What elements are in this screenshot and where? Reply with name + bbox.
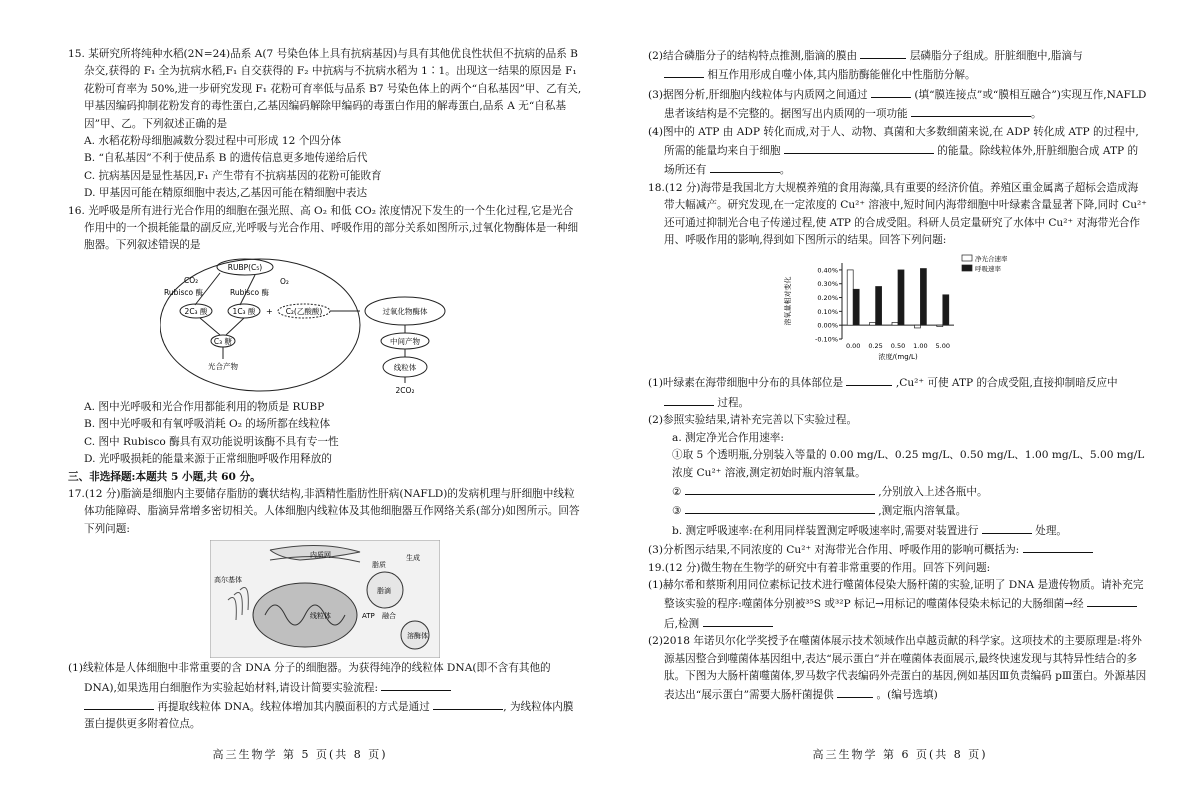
- q19-part1-b: 后,检测: [664, 617, 700, 630]
- answer-blank[interactable]: [1023, 540, 1093, 553]
- y-axis-label: 溶氧量相对变化: [784, 276, 792, 326]
- answer-blank[interactable]: [871, 85, 911, 98]
- answer-blank[interactable]: [710, 160, 780, 173]
- answer-blank[interactable]: [846, 373, 892, 386]
- q17-part2: [648, 46, 1148, 85]
- q17-part4-a: (4)图中的 ATP 由 ADP 转化而成,对于人、动物、真菌和大多数细菌来说,在 ADP 转化成 ATP 的过程中,所需的能量均来自于细胞: [648, 125, 1139, 158]
- q17-part2-c: 相互作用形成自噬小体,其内脂肪酶能催化中性脂肪分解。: [707, 69, 976, 82]
- intermediate-label: 中间产物: [390, 336, 420, 346]
- plus-sign: +: [266, 306, 273, 316]
- golgi-label: 高尔基体: [214, 576, 242, 585]
- q19-stem: 19.(12 分)微生物在生物学的研究中有着非常重要的作用。回答下列问题:: [648, 561, 991, 574]
- x-tick-label: 1.00: [913, 342, 928, 351]
- q17-part4-b: 的能量。除线粒体外,肝脏细胞合成 ATP 的场所还有: [664, 145, 1139, 177]
- q18-part1-c: 过程。: [717, 396, 750, 409]
- bar: [937, 326, 943, 327]
- answer-blank[interactable]: [664, 393, 714, 406]
- bar: [853, 290, 859, 326]
- legend-swatch: [962, 255, 972, 261]
- bar: [870, 323, 876, 326]
- bar: [847, 270, 853, 325]
- c3-acid-2-label: 2C₃ 酸: [184, 306, 208, 316]
- organelle-network-diagram: [210, 540, 440, 658]
- y-tick-label: 0.30%: [817, 280, 838, 289]
- q19-part2: [648, 633, 1148, 705]
- q16-option-c: C. 图中 Rubisco 酶具有双功能说明该酶不具有专一性: [84, 435, 339, 448]
- q17-part3-a: (3)据图分析,肝细胞内线粒体与内质网之间通过: [648, 88, 868, 101]
- answer-blank[interactable]: [84, 697, 154, 710]
- co2-output-label: 2CO₂: [395, 385, 415, 395]
- q15-option-b: B. “自私基因”不利于使品系 B 的遗传信息更多地传递给后代: [84, 152, 368, 165]
- q18-part1-b: ,Cu²⁺ 可使 ATP 的合成受阻,直接抑制暗反应中: [895, 377, 1118, 390]
- q16-option-d: D. 光呼吸损耗的能量来源于正常细胞呼吸作用释放的: [84, 453, 332, 466]
- lipid-degrade-label: 脂质: [372, 561, 386, 570]
- q18-step-3-a: ③: [672, 505, 682, 518]
- x-tick-label: 0.00: [845, 342, 861, 351]
- legend-swatch: [962, 265, 972, 271]
- mitochondrion-label-17: 线粒体: [310, 612, 331, 621]
- q18-step-2: [648, 482, 1148, 501]
- answer-blank[interactable]: [1087, 594, 1137, 607]
- q15-stem: 15. 某研究所将纯种水稻(2N=24)品系 A(7 号染色体上具有抗病基因)与具有其他优良性状但不抗病的品系 B 杂交,获得的 F₁ 全为抗病水稻,F₁ 自交获得的 F₂ 中抗病与不抗病水稻为 1∶1。出现这一结果的原因是 F₁ 花粉可育率为 50%,进一步研究发现 F₁ 花粉可育率低与品系 B7 号染色体上的两个“自私基因”甲、乙有关,甲基因编码抑制花粉发育的毒性蛋白,乙基因编码解除甲编码的毒蛋白作用的解毒蛋白,品系 A 无“自私基因”甲、乙。下列叙述正确的是: [68, 48, 582, 130]
- bar: [914, 326, 920, 329]
- answer-blank[interactable]: [685, 501, 875, 514]
- bar: [876, 287, 882, 326]
- y-tick-label: 0.00%: [817, 322, 838, 331]
- atp-label: ATP: [362, 612, 375, 621]
- photorespiration-diagram: [160, 257, 490, 397]
- lipid-droplet-label: 脂滴: [377, 587, 391, 596]
- section-3-heading: 三、非选择题:本题共 5 小题,共 60 分。: [68, 470, 261, 483]
- answer-blank[interactable]: [860, 46, 906, 59]
- rubisco-label-1: Rubisco 酶: [164, 287, 203, 297]
- q19-part2-end: 。(编号选填): [876, 689, 938, 702]
- lysosome-label: 溶酶体: [407, 632, 428, 641]
- q18-part2-a: a. 测定净光合作用速率:: [672, 431, 784, 444]
- y-tick-label: 0.40%: [817, 266, 838, 275]
- page-6: [600, 0, 1200, 797]
- co2-label: CO₂: [184, 275, 199, 285]
- bar: [943, 295, 949, 325]
- peroxisome-label: 过氧化物酶体: [382, 306, 428, 316]
- q19-part2-text: (2)2018 年诺贝尔化学奖授予在噬菌体展示技术领域作出卓越贡献的科学家。这项技术的主要原理是:将外源基因整合到噬菌体基因组中,表达“展示蛋白”并在噬菌体表面展示,最终快速发现与其特异性结合的多肽。下图为大肠杆菌噬菌体,罗马数字代表编码外壳蛋白的基因,例如基因Ⅲ负责编码 pⅢ蛋白。外源基因表达出“展示蛋白”需要大肠杆菌提供: [648, 635, 1147, 702]
- page-footer-6: 高三生物学 第 6 页(共 8 页): [812, 747, 988, 761]
- q18-part2-b-end: 处理。: [1035, 524, 1068, 537]
- x-tick-label: 5.00: [935, 342, 951, 351]
- q16-option-b: B. 图中光呼吸和有氧呼吸消耗 O₂ 的场所都在线粒体: [84, 418, 331, 431]
- q15-option-c: C. 抗病基因是显性基因,F₁ 产生带有不抗病基因的花粉可能敗育: [84, 169, 382, 182]
- q17-stem: 17.(12 分)脂滴是细胞内主要储存脂肪的囊状结构,非酒精性脂肪性肝病(NAFLD)的发病机理与肝细胞中线粒体功能障碍、脂滴异常增多密切相关。人体细胞内线粒体及其他细胞器互作网络关系(部分)如图所示。回答下列问题:: [68, 487, 580, 535]
- cu-effect-chart-svg: [778, 251, 1018, 371]
- y-tick-label: 0.10%: [817, 308, 838, 317]
- q19-part1: [648, 577, 1148, 633]
- c2-label: C₂(乙酸酸): [285, 306, 323, 316]
- bar: [892, 323, 898, 326]
- answer-blank[interactable]: [784, 141, 934, 154]
- q18-part3-text: (3)分析图示结果,不同浓度的 Cu²⁺ 对海带光合作用、呼吸作用的影响可概括为:: [648, 544, 1020, 557]
- q18-step-1: ①取 5 个透明瓶,分别装入等量的 0.00 mg/L、0.25 mg/L、0.50 mg/L、1.00 mg/L、5.00 mg/L 浓度 Cu²⁺ 溶液,测定初始时瓶内溶氧量。: [672, 449, 1145, 479]
- q18-part3: [648, 540, 1148, 559]
- bar: [898, 270, 904, 325]
- y-tick-label: 0.20%: [817, 294, 838, 303]
- legend-label: 呼吸速率: [975, 265, 1001, 274]
- q18-part1: [648, 373, 1148, 412]
- q19-part1-a: (1)赫尔希和蔡斯利用同位素标记技术进行噬菌体侵染大肠杆菌的实验,证明了 DNA 是遗传物质。请补充完整该实验的程序:噬菌体分别被³⁵S 或³²P 标记→用标记的噬菌体侵染未标记的大肠细菌→经: [648, 578, 1144, 611]
- answer-blank[interactable]: [664, 65, 704, 78]
- q17-part1-b: 再提取线粒体 DNA。线粒体增加其内膜面积的方式是通过: [157, 700, 430, 713]
- q17-part4: (4)图中的 ATP 由 ADP 转化而成,对于人、动物、真菌和大多数细菌来说,在 ADP 转化成 ATP 的过程中,所需的能量均来自于细胞 的能量。除线粒体外,肝脏细胞合成 ATP 的场所还有 。: [648, 125, 1139, 177]
- q17-part2-a: (2)结合磷脂分子的结构特点推测,脂滴的膜由: [648, 50, 858, 62]
- q16-stem: 16. 光呼吸是所有进行光合作用的细胞在强光照、高 O₂ 和低 CO₂ 浓度情况下发生的一个生化过程,它是光合作用中的一个损耗能量的副反应,光呼吸与光合作用、呼吸作用的部分关系如图所示,过氧化物酶体是一种细胞器。下列叙述错误的是: [68, 204, 579, 252]
- generate-label: 生成: [406, 554, 420, 563]
- q18-part2-b: [648, 521, 1148, 540]
- legend-label: 净光合速率: [975, 255, 1008, 264]
- q18-step-3-b: ,测定瓶内溶氧量。: [878, 505, 967, 518]
- answer-blank[interactable]: [685, 482, 875, 495]
- q17-part3-b: (填“膜连接点”或“膜相互融合”)实现互作,NAFLD 患者该结构是不完整的。据图写出内质网的一项功能: [664, 88, 1147, 121]
- bar: [920, 269, 926, 326]
- right-column: [648, 46, 1148, 705]
- q16-option-a: A. 图中光呼吸和光合作用都能利用的物质是 RUBP: [84, 400, 325, 413]
- er-label: 内质网: [310, 551, 331, 560]
- page-footer-5: 高三生物学 第 5 页(共 8 页): [212, 747, 388, 761]
- q15-option-d: D. 甲基因可能在精原细胞中表达,乙基因可能在精细胞中表达: [84, 187, 368, 200]
- q18-step-2-b: ,分别放入上述各瓶中。: [878, 485, 988, 498]
- answer-blank[interactable]: [837, 685, 873, 698]
- y-tick-label: -0.10%: [815, 335, 838, 344]
- rubp-label: RUBP(C₅): [227, 262, 263, 272]
- answer-blank[interactable]: [433, 697, 503, 710]
- q15-option-a: A. 水稻花粉母细胞减数分裂过程中可形成 12 个四分体: [84, 135, 342, 148]
- o2-label: O₂: [280, 276, 289, 286]
- q18-part2-b-text: b. 测定呼吸速率:在利用同样装置测定呼吸速率时,需要对装置进行: [672, 524, 979, 537]
- x-tick-label: 0.25: [868, 342, 883, 351]
- q18-step-3: [648, 501, 1148, 520]
- q17-part1-a: (1)线粒体是人体细胞中非常重要的含 DNA 分子的细胞器。为获得纯净的线粒体 DNA(即不含有其他的 DNA),如果选用白细胞作为实验起始材料,请设计简要实验流程:: [68, 662, 551, 694]
- q17-part2-b: 层磷脂分子组成。肝脏细胞中,脂滴与: [909, 50, 1083, 62]
- answer-blank[interactable]: [703, 614, 773, 627]
- x-axis-label: 浓度/(mg/L): [878, 353, 918, 362]
- answer-blank[interactable]: [982, 521, 1032, 534]
- q18-part2: (2)参照实验结果,请补充完善以下实验过程。: [648, 414, 858, 427]
- q18-part1-a: (1)叶绿素在海带细胞中分布的具体部位是: [648, 377, 844, 390]
- c3-acid-1-label: 1C₃ 酸: [232, 306, 256, 316]
- x-tick-label: 0.50: [890, 342, 906, 351]
- mitochondrion-label: 线粒体: [393, 362, 417, 372]
- rubisco-label-2: Rubisco 酶: [230, 287, 269, 297]
- q17-part1: (1)线粒体是人体细胞中非常重要的含 DNA 分子的细胞器。为获得纯净的线粒体 DNA(即不含有其他的 DNA),如果选用白细胞作为实验起始材料,请设计简要实验流程: 再提取线粒体 DNA。线粒体增加其内膜面积的方式是通过 , 为线粒体内膜蛋白提供更多附着位点。: [68, 662, 574, 731]
- q17-part3: (3)据图分析,肝细胞内线粒体与内质网之间通过 (填“膜连接点”或“膜相互融合”)实现互作,NAFLD 患者该结构是不完整的。据图写出内质网的一项功能 。: [648, 85, 1148, 124]
- photosynthesis-product-label: 光合产物: [208, 361, 238, 371]
- c3-sugar-label: C₃ 糖: [213, 336, 233, 346]
- q17-part1-c: 为线粒体内膜蛋白提供更多附着位点。: [84, 700, 574, 731]
- q18-stem: 18.(12 分)海带是我国北方大规模养殖的食用海藻,具有重要的经济价值。养殖区重金属离子超标会造成海带大幅减产。研究发现,在一定浓度的 Cu²⁺ 溶液中,短时间内海带细胞中叶绿素含量显著下降,同时 Cu²⁺ 还可通过抑制光合电子传递过程,使 ATP 的合成受阻。科研人员定量研究了水体中 Cu²⁺ 对海带光合作用、呼吸作用的影响,得到如下图所示的结果。回答下列问题:: [648, 181, 1147, 247]
- answer-blank[interactable]: [381, 678, 451, 691]
- q18-step-2-a: ②: [672, 485, 682, 498]
- fusion-label: 融合: [382, 612, 396, 621]
- answer-blank[interactable]: [911, 104, 1031, 117]
- cu-effect-chart: [778, 251, 1018, 371]
- left-column: [68, 46, 582, 734]
